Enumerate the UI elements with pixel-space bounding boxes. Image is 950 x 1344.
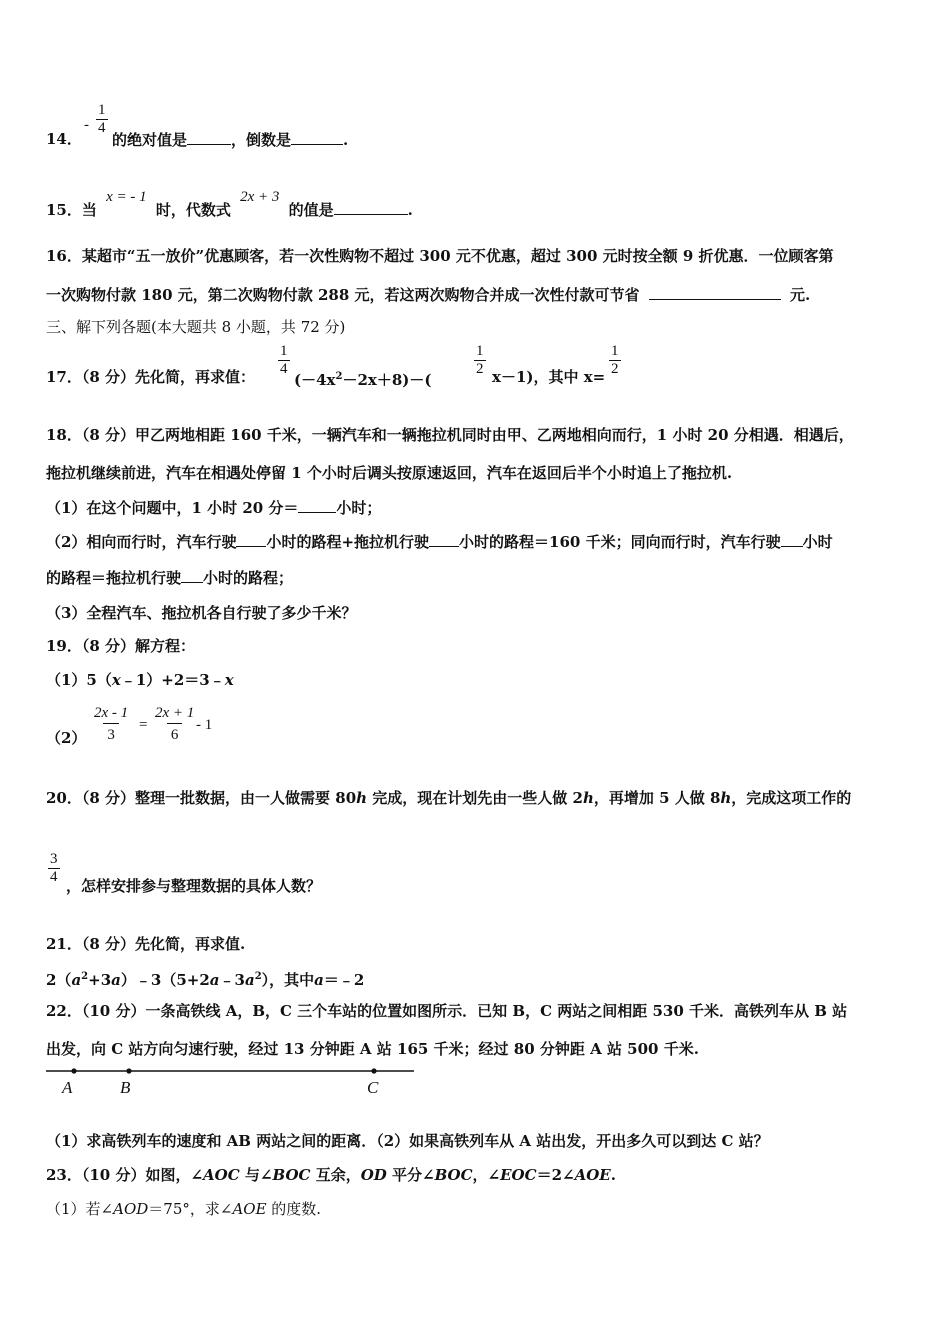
angle-name: EOC [500, 1166, 537, 1184]
fraction-numerator: 2x - 1 [94, 705, 129, 721]
fraction-numerator: 1 [611, 343, 619, 359]
fraction-denominator: 4 [50, 869, 58, 885]
fraction-denominator: 4 [280, 361, 288, 377]
minus-one: - 1 [196, 717, 213, 733]
answer-blank [429, 531, 459, 547]
answer-blank [291, 129, 343, 145]
part-1-text: ＝75°，求∠ [148, 1200, 233, 1218]
section-heading: 三、解下列各题(本大题共 8 小题，共 72 分) [46, 318, 346, 336]
question-23-text: 互余， [310, 1166, 361, 1184]
question-18-line-1: 18．（8 分）甲乙两地相距 160 千米，一辆汽车和一辆拖拉机同时由甲、乙两地相向而行，1 小时 20 分相遇．相遇后， [46, 426, 854, 444]
station-c-label: C [367, 1078, 379, 1097]
variable-a: a [244, 971, 255, 989]
question-18-part-1 [46, 497, 381, 518]
question-20-text: 20．（8 分）整理一批数据，由一人做需要 80 [46, 789, 357, 807]
expression-text: ）﹣3（5+2 [120, 971, 210, 989]
question-20-line-1 [46, 788, 851, 808]
expression-text: ），其中 [261, 971, 315, 989]
part-2-text: 小时的路程＝160 千米；同向而行时，汽车行驶 [459, 533, 781, 551]
fraction-numerator: 1 [476, 343, 484, 359]
station-a-label: A [62, 1078, 73, 1097]
rail-line-diagram [40, 1063, 420, 1103]
expression-text: (－4x [294, 371, 336, 389]
answer-blank [181, 567, 203, 583]
part-1-text: 的度数. [266, 1200, 322, 1218]
part-2-text: （2）相向而行时，汽车行驶 [46, 533, 237, 551]
question-number: 14． [46, 130, 82, 148]
variable-a: a [314, 971, 324, 989]
station-b-label: B [120, 1078, 131, 1097]
fraction-numerator: 3 [50, 851, 58, 867]
answer-blank [298, 497, 336, 513]
condition-expression: x = - 1 [106, 189, 147, 205]
expression-text: －2x＋8)－( [342, 371, 432, 389]
angle-name: AOC [203, 1166, 240, 1184]
question-16-line-2 [46, 284, 810, 305]
equation-text: ﹣1）+2＝3﹣ [120, 671, 225, 689]
unit-hour: h [720, 789, 732, 807]
equation-text: （1）5（ [46, 671, 112, 689]
station-c-point [371, 1068, 376, 1073]
angle-name: AOE [232, 1200, 267, 1218]
part-2-text: 小时的路程+拖拉机行驶 [266, 533, 430, 551]
question-23-text: 平分∠ [386, 1166, 435, 1184]
station-b-point [126, 1068, 131, 1073]
question-20-text: 完成，现在计划先由一些人做 2 [367, 789, 583, 807]
angle-name: BOC [272, 1166, 311, 1184]
variable-a: a [71, 971, 82, 989]
unit-hour: h [356, 789, 368, 807]
question-21-expression [46, 967, 364, 990]
expression-part-2: x－1)，其中 x= [492, 368, 606, 386]
ray-name: OD [360, 1166, 387, 1184]
expression-text: +3 [88, 971, 112, 989]
expression-text: ﹣3 [219, 971, 245, 989]
answer-blank [649, 284, 781, 300]
fraction-right [151, 706, 198, 743]
question-16-line-1: 16．某超市“五一放价”优惠顾客，若一次性购物不超过 300 元不优惠，超过 300 元时按全额 9 折优惠．一位顾客第 [46, 247, 834, 265]
variable-a: a [111, 971, 121, 989]
minus-sign: - [84, 117, 89, 133]
fraction-denominator: 4 [98, 120, 106, 136]
expression-text: ＝﹣2 [323, 971, 365, 989]
question-23-text: ，∠ [472, 1166, 501, 1184]
part-1-text: （1）若∠ [46, 1200, 114, 1218]
fraction-numerator: 1 [280, 343, 288, 359]
exponent: 2 [335, 371, 343, 382]
part-2-label: （2） [46, 729, 87, 747]
fraction-one-quarter [96, 103, 108, 136]
period: . [610, 1166, 616, 1184]
answer-blank [781, 531, 803, 547]
period: . [407, 201, 413, 219]
fraction-numerator: 2x + 1 [155, 705, 195, 721]
period: . [343, 131, 349, 149]
variable-x: x [111, 671, 121, 689]
question-15 [46, 189, 413, 221]
question-22-parts: （1）求高铁列车的速度和 AB 两站之间的距离．（2）如果高铁列车从 A 站出发，开出多久可以到达 C 站？ [46, 1132, 769, 1150]
part-1-text: （1）在这个问题中，1 小时 20 分＝ [46, 499, 299, 517]
part-2-text: 的路程＝拖拉机行驶 [46, 569, 182, 587]
question-22-line-2: 出发，向 C 站方向匀速行驶，经过 13 分钟距 A 站 165 千米；经过 80 分钟距 A 站 500 千米. [46, 1040, 699, 1058]
text-reciprocal: ，倒数是 [231, 131, 292, 149]
question-21-lead: 21．（8 分）先化简，再求值. [46, 935, 246, 953]
variable-x: x [224, 671, 234, 689]
question-23-text: 23．（10 分）如图，∠ [46, 1166, 204, 1184]
question-15-lead: 15．当 [46, 201, 97, 219]
question-23-text: 与∠ [239, 1166, 273, 1184]
expression-part-1 [294, 367, 431, 390]
question-14-text [112, 129, 348, 150]
fraction-denominator: 2 [476, 361, 484, 377]
fraction-one-quarter [278, 344, 290, 377]
fraction-one-half [474, 344, 486, 377]
question-20-text: ，怎样安排参与整理数据的具体人数？ [66, 877, 322, 895]
equals-sign: = [139, 717, 148, 733]
angle-name: AOD [113, 1200, 149, 1218]
fraction-denominator: 2 [611, 361, 619, 377]
exponent: 2 [254, 971, 262, 982]
text-absolute-value: 的绝对值是 [112, 131, 188, 149]
question-18-line-2: 拖拉机继续前进，汽车在相遇处停留 1 个小时后调头按原速返回，汽车在返回后半个小时追上了拖拉机. [46, 464, 733, 482]
exponent: 2 [81, 971, 89, 982]
fraction-one-half [609, 344, 621, 377]
question-23-text: ＝2∠ [536, 1166, 575, 1184]
fraction-numerator: 1 [98, 102, 106, 118]
question-23-part-1 [46, 1199, 321, 1219]
question-19-lead: 19．（8 分）解方程： [46, 637, 196, 655]
fraction-denominator: 6 [167, 723, 183, 743]
question-23-line-1 [46, 1165, 616, 1185]
question-18-part-2 [46, 531, 833, 552]
part-1-unit: 小时； [336, 499, 382, 517]
question-16-unit: 元. [789, 286, 811, 304]
expression-text: 2（ [46, 971, 72, 989]
answer-blank [236, 531, 266, 547]
question-15-text-2: 的值是 [288, 201, 334, 219]
algebraic-expression: 2x + 3 [240, 189, 280, 205]
answer-blank [187, 129, 231, 145]
fraction-three-quarters [48, 852, 60, 885]
question-16-text: 一次购物付款 180 元，第二次购物付款 288 元，若这两次购物合并成一次性付款可节省 [46, 286, 640, 304]
fraction-denominator: 3 [103, 723, 119, 743]
fraction-left [90, 706, 132, 743]
question-17-lead: 17．（8 分）先化简，再求值： [46, 368, 256, 386]
question-18-part-2-cont [46, 567, 293, 588]
question-22-line-1: 22．（10 分）一条高铁线 A，B，C 三个车站的位置如图所示．已知 B，C 两站之间相距 530 千米．高铁列车从 B 站 [46, 1002, 848, 1020]
question-19-part-1 [46, 670, 234, 690]
variable-a: a [209, 971, 220, 989]
question-20-text: ，再增加 5 人做 8 [593, 789, 721, 807]
part-2-text: 小时的路程； [203, 569, 294, 587]
angle-name: AOE [574, 1166, 611, 1184]
answer-blank [334, 199, 408, 215]
question-20-text: ，完成这项工作的 [731, 789, 852, 807]
question-18-part-3: （3）全程汽车、拖拉机各自行驶了多少千米？ [46, 604, 357, 622]
unit-hour: h [582, 789, 594, 807]
angle-name: BOC [434, 1166, 473, 1184]
station-a-point [71, 1068, 76, 1073]
question-15-text: 时，代数式 [155, 201, 231, 219]
part-2-text: 小时 [802, 533, 833, 551]
